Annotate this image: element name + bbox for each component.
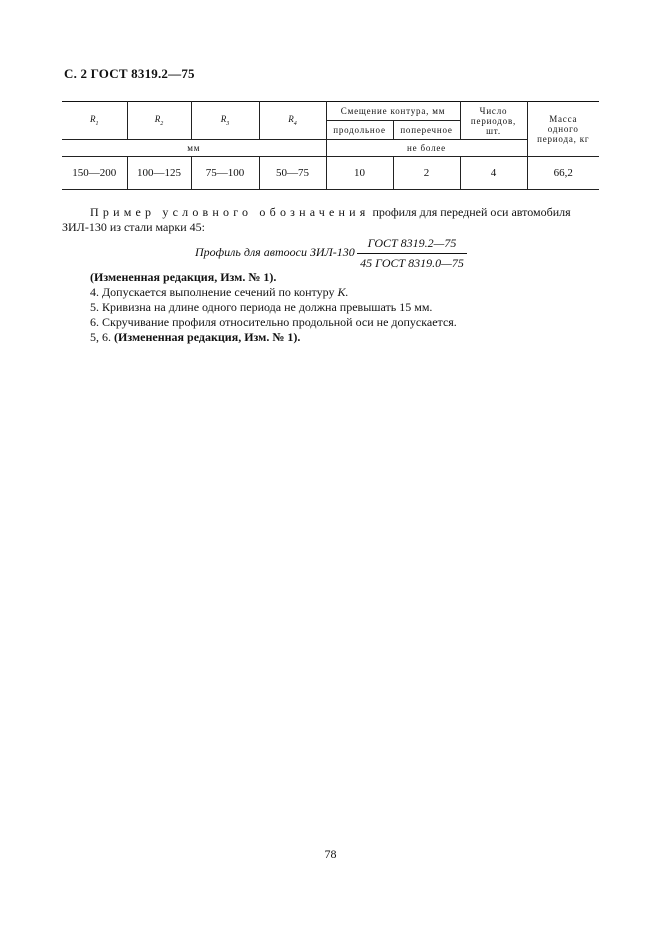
revision-note-1: (Измененная редакция, Изм. № 1). (90, 270, 277, 284)
page-number: 78 (324, 847, 337, 861)
revision-note-2: 5, 6. (Измененная редакция, Изм. № 1). (90, 330, 301, 344)
header-r1: $R_1$ (62, 102, 127, 140)
example-text: профиля для передней оси автомобиля ЗИЛ-130 из стали марки 45: (62, 205, 571, 234)
header-r3: $R_3$ (191, 102, 259, 140)
formula-numerator: ГОСТ 8319.2—75 (367, 236, 457, 250)
cell-r4: 50—75 (259, 157, 326, 190)
formula-label: Профиль для автооси ЗИЛ-130 (195, 245, 355, 259)
header-periods: Число периодов, шт. (460, 102, 527, 140)
clause-5: 5. Кривизна на длине одного периода не должна превышать 15 мм. (90, 300, 433, 314)
page-header: С. 2 ГОСТ 8319.2—75 (64, 66, 195, 81)
example-paragraph (62, 205, 598, 235)
cell-transverse: 2 (393, 157, 460, 190)
unit-not-more: не более (326, 140, 527, 157)
header-transverse: поперечное (393, 121, 460, 140)
formula-fraction (357, 236, 467, 271)
formula-denominator: 45 ГОСТ 8319.0—75 (360, 256, 464, 270)
unit-mm: мм (62, 140, 326, 157)
header-contour-shift: Смещение контура, мм (326, 102, 460, 121)
cell-periods: 4 (460, 157, 527, 190)
cell-r2: 100—125 (127, 157, 191, 190)
header-r4: $R_4$ (259, 102, 326, 140)
clauses (62, 270, 457, 345)
profile-parameters-table (62, 101, 599, 190)
cell-r1: 150—200 (62, 157, 127, 190)
cell-r3: 75—100 (191, 157, 259, 190)
cell-mass: 66,2 (527, 157, 599, 190)
header-mass: Масса одного периода, кг (527, 102, 599, 157)
clause-6: 6. Скручивание профиля относительно продольной оси не допускается. (90, 315, 457, 329)
header-r2: $R_2$ (127, 102, 191, 140)
clause-4: 4. Допускается выполнение сечений по контуру К. (90, 285, 349, 299)
cell-longitudinal: 10 (326, 157, 393, 190)
header-longitudinal: продольное (326, 121, 393, 140)
example-lead: Пример условного обозначения (90, 205, 370, 219)
